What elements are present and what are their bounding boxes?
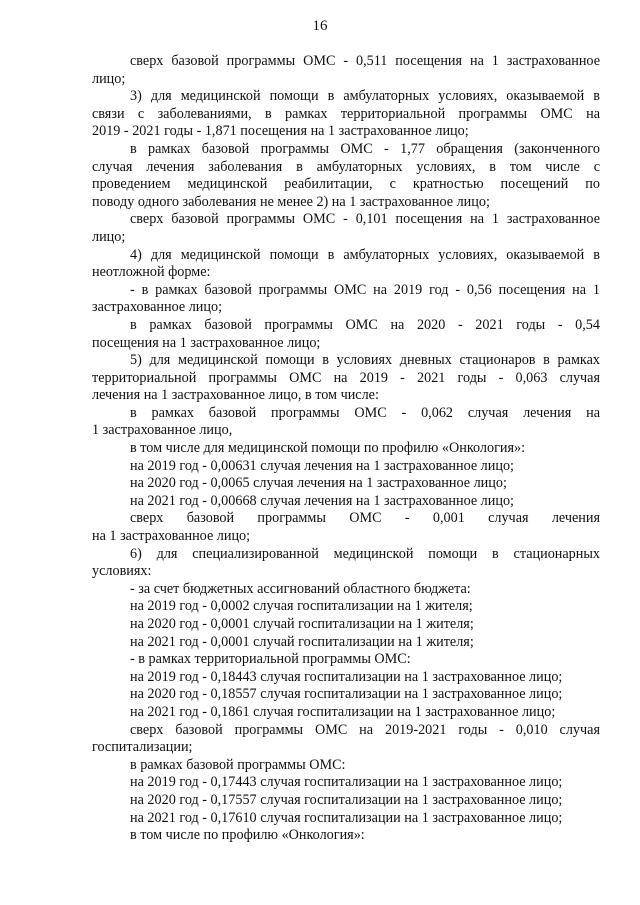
text-line: в рамках базовой программы ОМС: <box>130 756 346 773</box>
text-line: сверх базовой программы ОМС - 0,001 случая лечения <box>130 510 600 527</box>
text-line: в том числе по профилю «Онкология»: <box>130 827 365 844</box>
text-line: застрахованное лицо; <box>92 299 223 316</box>
text-line: госпитализации; <box>92 739 193 756</box>
text-line: 5) для медицинской помощи в условиях дневных стационаров в рамках <box>130 352 600 369</box>
text-line: на 2020 год - 0,17557 случая госпитализации на 1 застрахованное лицо; <box>130 791 563 808</box>
text-line: в том числе для медицинской помощи по профилю «Онкология»: <box>130 440 526 457</box>
text-line: - за счет бюджетных ассигнований областного бюджета: <box>130 580 471 597</box>
text-line: на 2019 год - 0,18443 случая госпитализации на 1 застрахованное лицо; <box>130 668 563 685</box>
text-line: сверх базовой программы ОМС - 0,101 посещения на 1 застрахованное <box>130 211 600 228</box>
text-line: на 2019 год - 0,00631 случая лечения на 1 застрахованное лицо; <box>130 457 514 474</box>
text-line: лицо; <box>92 228 126 245</box>
text-line: 6) для специализированной медицинской помощи в стационарных <box>130 545 600 562</box>
text-line: в рамках базовой программы ОМС на 2020 - 2021 годы - 0,54 <box>130 316 600 333</box>
text-line: - в рамках базовой программы ОМС на 2019 год - 0,56 посещения на 1 <box>130 281 600 298</box>
text-line: на 2020 год - 0,18557 случая госпитализации на 1 застрахованное лицо; <box>130 686 563 703</box>
text-line: на 1 застрахованное лицо; <box>92 528 251 545</box>
text-line: неотложной форме: <box>92 264 211 281</box>
text-line: на 2019 год - 0,0002 случая госпитализации на 1 жителя; <box>130 598 473 615</box>
text-line: случая лечения заболевания в амбулаторных условиях, в том числе с <box>92 158 600 175</box>
text-line: посещения на 1 застрахованное лицо; <box>92 334 321 351</box>
text-line: на 2021 год - 0,00668 случая лечения на 1 застрахованное лицо; <box>130 492 514 509</box>
text-line: условиях: <box>92 563 152 580</box>
text-line: сверх базовой программы ОМС на 2019-2021 годы - 0,010 случая <box>130 721 600 738</box>
text-line: 2019 - 2021 годы - 1,871 посещения на 1 застрахованное лицо; <box>92 123 469 140</box>
page-number: 16 <box>312 18 328 34</box>
text-line: на 2021 год - 0,1861 случая госпитализации на 1 застрахованное лицо; <box>130 703 556 720</box>
text-line: 4) для медицинской помощи в амбулаторных условиях, оказываемой в <box>130 246 600 263</box>
text-line: в рамках базовой программы ОМС - 0,062 случая лечения на <box>130 404 600 421</box>
text-line: лицо; <box>92 70 126 87</box>
text-line: на 2019 год - 0,17443 случая госпитализации на 1 застрахованное лицо; <box>130 774 563 791</box>
text-line: поводу одного заболевания не менее 2) на 1 застрахованное лицо; <box>92 193 490 210</box>
text-line: проведением медицинской реабилитации, с кратностью посещений по <box>92 176 600 193</box>
text-line: сверх базовой программы ОМС - 0,511 посещения на 1 застрахованное <box>130 53 600 69</box>
text-line: 3) для медицинской помощи в амбулаторных условиях, оказываемой в <box>130 88 600 105</box>
text-line: в рамках базовой программы ОМС - 1,77 обращения (законченного <box>130 140 600 157</box>
text-line: на 2021 год - 0,0001 случай госпитализации на 1 жителя; <box>130 633 474 650</box>
text-line: связи с заболеваниями, в рамках территориальной программы ОМС на <box>92 105 600 122</box>
text-line: лечения на 1 застрахованное лицо, в том числе: <box>92 387 379 404</box>
text-line: на 2021 год - 0,17610 случая госпитализации на 1 застрахованное лицо; <box>130 809 563 826</box>
text-line: на 2020 год - 0,0065 случая лечения на 1 застрахованное лицо; <box>130 475 507 492</box>
text-line: 1 застрахованное лицо, <box>92 422 233 439</box>
text-line: территориальной программы ОМС на 2019 - 2021 годы - 0,063 случая <box>92 369 600 386</box>
text-line: на 2020 год - 0,0001 случай госпитализации на 1 жителя; <box>130 616 474 632</box>
text-line: - в рамках территориальной программы ОМС: <box>130 651 411 668</box>
document-body <box>92 53 600 845</box>
